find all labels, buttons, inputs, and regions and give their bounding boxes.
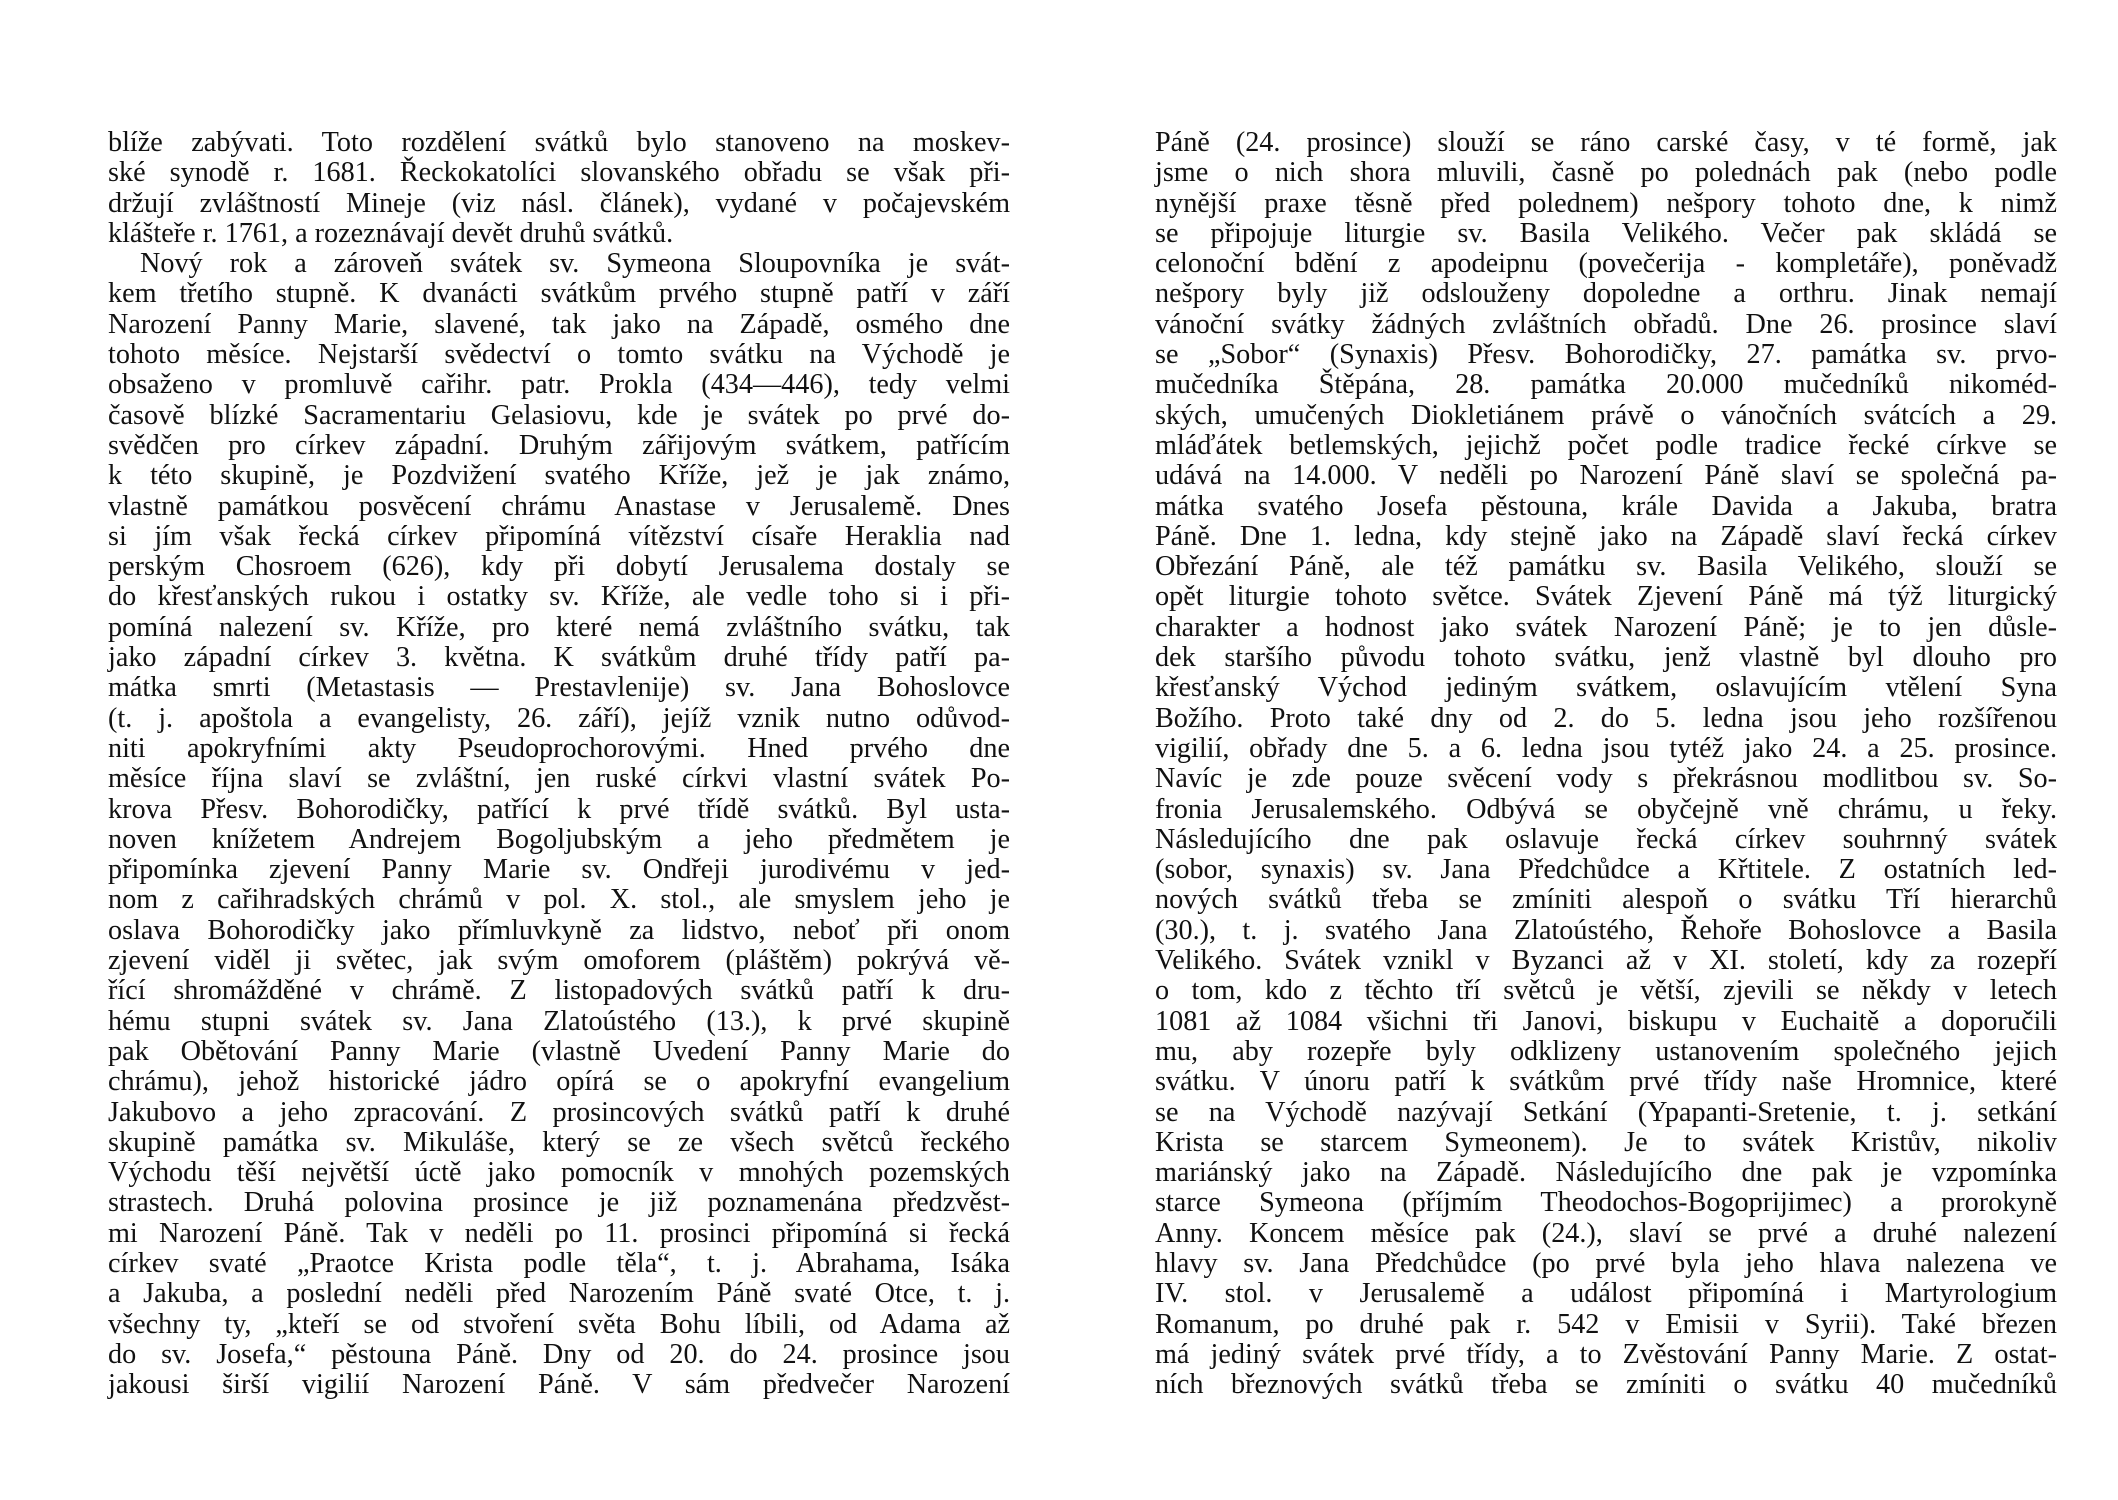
text-line: k této skupině, je Pozdvižení svatého Kříže, jež je jak známo, bbox=[108, 460, 1010, 492]
text-line: a Jakuba, a poslední neděli před Narozením Páně svaté Otce, t. j. bbox=[108, 1278, 1010, 1310]
text-line: oslava Bohorodičky jako přímluvkyně za lidstvo, neboť při onom bbox=[108, 914, 1010, 946]
text-line: (30.), t. j. svatého Jana Zlatoústého, Řehoře Bohoslovce a Basila bbox=[1155, 914, 2057, 946]
text-line: do sv. Josefa,“ pěstouna Páně. Dny od 20. do 24. prosince jsou bbox=[108, 1338, 1010, 1370]
text-line: se na Východě nazývají Setkání (Ypapanti-Sretenie, t. j. setkání bbox=[1155, 1096, 2057, 1128]
text-line: vigilií, obřady dne 5. a 6. ledna jsou tytéž jako 24. a 25. prosince. bbox=[1155, 732, 2057, 764]
text-line: pak Obětování Panny Marie (vlastně Uvedení Panny Marie do bbox=[108, 1035, 1010, 1067]
text-line: IV. stol. v Jerusalemě a událost připomíná i Martyrologium bbox=[1155, 1278, 2057, 1310]
text-line: do křesťanských rukou i ostatky sv. Kříže, ale vedle toho si i při- bbox=[108, 581, 1010, 613]
right-page-text bbox=[1155, 128, 2057, 1400]
text-line: měsíce října slaví se zvláštní, jen ruské církvi vlastní svátek Po- bbox=[108, 763, 1010, 795]
text-line: Krista se starcem Symeonem). Je to svátek Kristův, nikoliv bbox=[1155, 1126, 2057, 1158]
text-line: Navíc je zde pouze svěcení vody s překrásnou modlitbou sv. So- bbox=[1155, 763, 2057, 795]
text-line: niti apokryfními akty Pseudoprochorovými. Hned prvého dne bbox=[108, 732, 1010, 764]
text-line: držují zvláštností Mineje (viz násl. článek), vydané v počajevském bbox=[108, 187, 1010, 219]
text-line: mláďátek betlemských, jejichž počet podle tradice řecké církve se bbox=[1155, 429, 2057, 461]
text-line: se připojuje liturgie sv. Basila Velikého. Večer pak skládá se bbox=[1155, 217, 2057, 249]
text-line: nynější praxe těsně před polednem) nešpory tohoto dne, k nimž bbox=[1155, 187, 2057, 219]
text-line: hému stupni svátek sv. Jana Zlatoústého (13.), k prvé skupině bbox=[108, 1005, 1010, 1037]
text-line: starce Symeona (příjmím Theodochos-Bogoprijimec) a prorokyně bbox=[1155, 1187, 2057, 1219]
text-line: ních březnových svátků třeba se zmíniti o svátku 40 mučedníků bbox=[1155, 1369, 2057, 1401]
text-line: krova Přesv. Bohorodičky, patřící k prvé třídě svátků. Byl usta- bbox=[108, 793, 1010, 825]
text-line: Anny. Koncem měsíce pak (24.), slaví se prvé a druhé nalezení bbox=[1155, 1217, 2057, 1249]
text-line: charakter a hodnost jako svátek Narození Páně; je to jen důsle- bbox=[1155, 611, 2057, 643]
left-page-text bbox=[108, 128, 1010, 1400]
text-line: Páně (24. prosince) slouží se ráno carské časy, v té formě, jak bbox=[1155, 127, 2057, 158]
text-line: časově blízké Sacramentariu Gelasiovu, kde je svátek po prvé do- bbox=[108, 399, 1010, 431]
text-line: mi Narození Páně. Tak v neděli po 11. prosinci připomíná si řecká bbox=[108, 1217, 1010, 1249]
text-line: zjevení viděl ji světec, jak svým omoforem (pláštěm) pokrývá vě- bbox=[108, 945, 1010, 977]
text-line: ských, umučených Diokletiánem právě o vánočních svátcích a 29. bbox=[1155, 399, 2057, 431]
text-line: Narození Panny Marie, slavené, tak jako na Západě, osmého dne bbox=[108, 308, 1010, 340]
text-line: klášteře r. 1761, a rozeznávají devět druhů svátků. bbox=[108, 217, 674, 249]
text-line: ské synodě r. 1681. Řeckokatolíci slovanského obřadu se však při- bbox=[108, 157, 1010, 189]
text-line: mučedníka Štěpána, 28. památka 20.000 mučedníků nikoméd- bbox=[1155, 369, 2057, 401]
text-line: církev svaté „Praotce Krista podle těla“, t. j. Abrahama, Isáka bbox=[108, 1247, 1010, 1279]
text-line: skupině památka sv. Mikuláše, který se ze všech světců řeckého bbox=[108, 1126, 1010, 1158]
text-line: vlastně památkou posvěcení chrámu Anastase v Jerusalemě. Dnes bbox=[108, 490, 1010, 522]
text-line: nešpory byly již odslouženy dopoledne a orthru. Jinak nemají bbox=[1155, 278, 2057, 310]
text-line: svědčen pro církev západní. Druhým zářijovým svátkem, patřícím bbox=[108, 429, 1010, 461]
text-line: svátku. V únoru patří k svátkům prvé třídy naše Hromnice, které bbox=[1155, 1066, 2057, 1098]
text-line: 1081 až 1084 všichni tři Janovi, biskupu v Euchaitě a doporučili bbox=[1155, 1005, 2057, 1037]
text-line: hlavy sv. Jana Předchůdce (po prvé byla jeho hlava nalezena ve bbox=[1155, 1247, 2057, 1279]
text-line: připomínka zjevení Panny Marie sv. Ondřeji jurodivému v jed- bbox=[108, 854, 1010, 886]
text-line: mariánský jako na Západě. Následujícího dne pak je vzpomínka bbox=[1155, 1157, 2057, 1189]
text-line: (sobor, synaxis) sv. Jana Předchůdce a Křtitele. Z ostatních led- bbox=[1155, 854, 2057, 886]
text-line: noven knížetem Andrejem Bogoljubským a jeho předmětem je bbox=[108, 823, 1010, 855]
text-line: obsaženo v promluvě cařihr. patr. Prokla (434—446), tedy velmi bbox=[108, 369, 1010, 401]
text-line: Velikého. Svátek vznikl v Byzanci až v XI. století, kdy za rozepří bbox=[1155, 945, 2057, 977]
text-line: nom z cařihradských chrámů v pol. X. stol., ale smyslem jeho je bbox=[108, 884, 1010, 916]
text-line: pomíná nalezení sv. Kříže, pro které nemá zvláštního svátku, tak bbox=[108, 611, 1010, 643]
text-line: mu, aby rozepře byly odklizeny ustanovením společného jejich bbox=[1155, 1035, 2057, 1067]
text-line: Jakubovo a jeho zpracování. Z prosincových svátků patří k druhé bbox=[108, 1096, 1010, 1128]
text-line: dek staršího původu tohoto svátku, jenž vlastně byl dlouho pro bbox=[1155, 642, 2057, 674]
text-line: strastech. Druhá polovina prosince je již poznamenána předzvěst- bbox=[108, 1187, 1010, 1219]
text-line: se „Sobor“ (Synaxis) Přesv. Bohorodičky, 27. památka sv. prvo- bbox=[1155, 339, 2057, 371]
text-line: si jím však řecká církev připomíná vítězství císaře Heraklia nad bbox=[108, 520, 1010, 552]
text-line: křesťanský Východ jediným svátkem, oslavujícím vtělení Syna bbox=[1155, 672, 2057, 704]
text-line: nových svátků třeba se zmíniti alespoň o svátku Tří hierarchů bbox=[1155, 884, 2057, 916]
text-line: perským Chosroem (626), kdy při dobytí Jerusalema dostaly se bbox=[108, 551, 1010, 583]
text-line: Následujícího dne pak oslavuje řecká církev souhrnný svátek bbox=[1155, 823, 2057, 855]
text-line: mátka smrti (Metastasis — Prestavlenije) sv. Jana Bohoslovce bbox=[108, 672, 1010, 704]
text-line: jako západní církev 3. května. K svátkům druhé třídy patří pa- bbox=[108, 642, 1010, 674]
text-line: Východu těší největší úctě jako pomocník v mnohých pozemských bbox=[108, 1157, 1010, 1189]
text-line: opět liturgie tohoto světce. Svátek Zjevení Páně má týž liturgický bbox=[1155, 581, 2057, 613]
text-line: celonoční bdění z apodeipnu (povečerija - kompletáře), poněvadž bbox=[1155, 248, 2057, 280]
text-line: Páně. Dne 1. ledna, kdy stejně jako na Západě slaví řecká církev bbox=[1155, 520, 2057, 552]
text-line: kem třetího stupně. K dvanácti svátkům prvého stupně patří v září bbox=[108, 278, 1010, 310]
text-line: Obřezání Páně, ale též památku sv. Basila Velikého, slouží se bbox=[1155, 551, 2057, 583]
text-line: o tom, kdo z těchto tří světců je větší, zjevili se někdy v letech bbox=[1155, 975, 2057, 1007]
text-line: Romanum, po druhé pak r. 542 v Emisii v Syrii). Také březen bbox=[1155, 1308, 2057, 1340]
text-line: vánoční svátky žádných zvláštních obřadů. Dne 26. prosince slaví bbox=[1155, 308, 2057, 340]
text-line: Nový rok a zároveň svátek sv. Symeona Sloupovníka je svát- bbox=[140, 248, 1010, 280]
text-line: má jediný svátek prvé třídy, a to Zvěstování Panny Marie. Z ostat- bbox=[1155, 1338, 2057, 1370]
text-line: udává na 14.000. V neděli po Narození Páně slaví se společná pa- bbox=[1155, 460, 2057, 492]
text-line: tohoto měsíce. Nejstarší svědectví o tomto svátku na Východě je bbox=[108, 339, 1010, 371]
text-line: jakousi širší vigilií Narození Páně. V sám předvečer Narození bbox=[108, 1369, 1010, 1401]
text-line: jsme o nich shora mluvili, časně po polednách pak (nebo podle bbox=[1155, 157, 2057, 189]
text-line: mátka svatého Josefa pěstouna, krále Davida a Jakuba, bratra bbox=[1155, 490, 2057, 522]
text-line: Božího. Proto také dny od 2. do 5. ledna jsou jeho rozšířenou bbox=[1155, 702, 2057, 734]
text-line: fronia Jerusalemského. Odbývá se obyčejně vně chrámu, u řeky. bbox=[1155, 793, 2057, 825]
text-line: chrámu), jehož historické jádro opírá se o apokryfní evangelium bbox=[108, 1066, 1010, 1098]
text-line: všechny ty, „kteří se od stvoření světa Bohu líbili, od Adama až bbox=[108, 1308, 1010, 1340]
text-line: blíže zabývati. Toto rozdělení svátků bylo stanoveno na moskev- bbox=[108, 127, 1010, 158]
text-line: řící shromážděné v chrámě. Z listopadových svátků patří k dru- bbox=[108, 975, 1010, 1007]
text-line: (t. j. apoštola a evangelisty, 26. září), jejíž vznik nutno odůvod- bbox=[108, 702, 1010, 734]
